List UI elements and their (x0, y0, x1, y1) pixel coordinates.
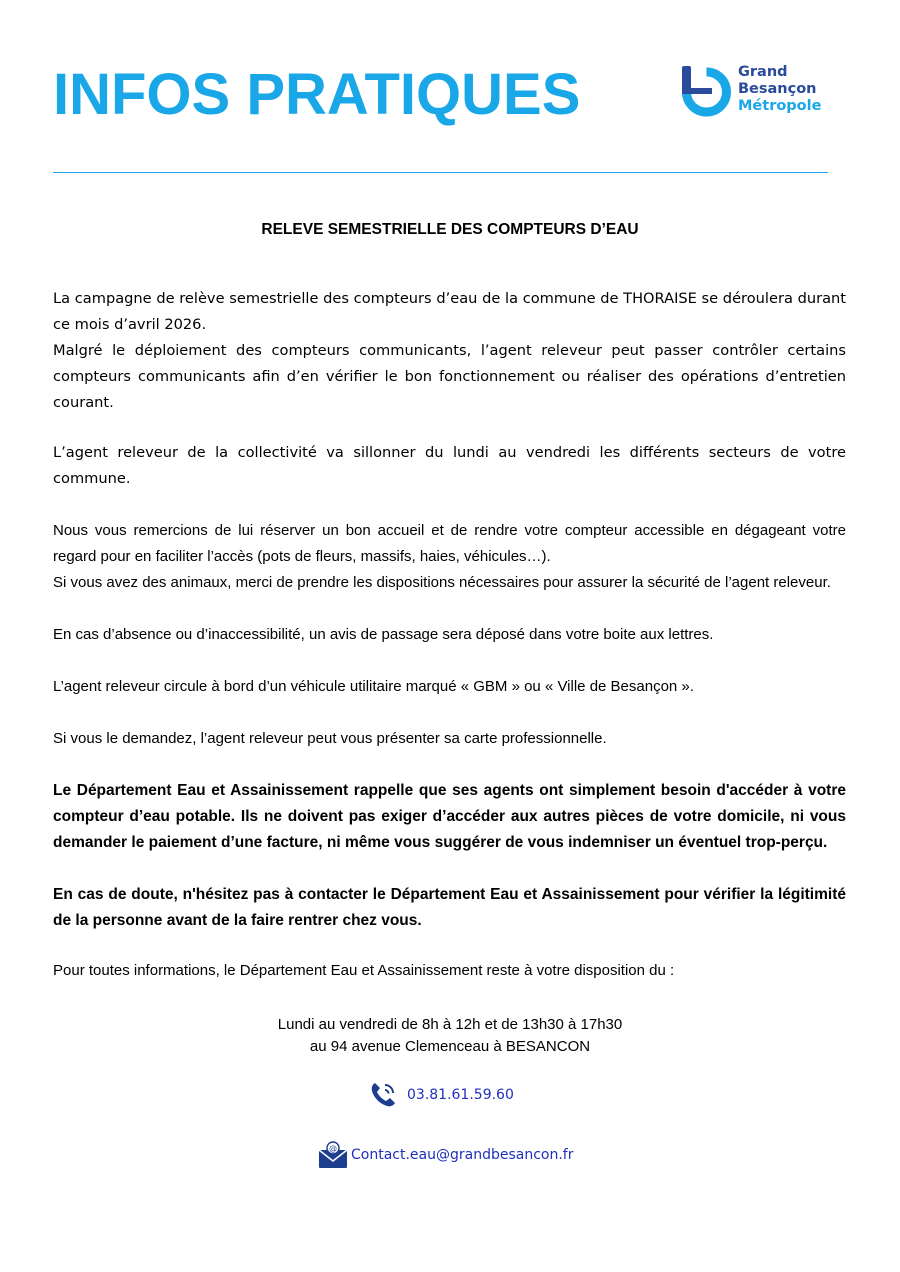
header-divider (53, 172, 828, 173)
svg-text:@: @ (329, 1144, 337, 1153)
grand-besancon-logo (680, 64, 840, 126)
paragraph-4: En cas d’absence ou d’inaccessibilité, un avis de passage sera déposé dans votre boite aux lettres. (53, 626, 714, 643)
paragraph-3a: Nous vous remercions de lui réserver un bon accueil et de rendre votre compteur accessible en dégageant votre regard pour en faciliter l’accès (pots de fleurs, massifs, haies, véhicules…). (53, 522, 846, 565)
email-contact (318, 1141, 573, 1169)
logo-mark-icon (680, 64, 732, 124)
paragraph-1b: Malgré le déploiement des compteurs communicants, l’agent releveur peut passer contrôler certains compteurs communicants afin d’en vérifier le bon fonctionnement ou réaliser des opérations d’entretien courant. (53, 342, 846, 411)
paragraph-3b: Si vous avez des animaux, merci de prendre les dispositions nécessaires pour assurer la sécurité de l’agent releveur. (53, 574, 831, 591)
paragraph-info: Pour toutes informations, le Département Eau et Assainissement reste à votre disposition du : (53, 962, 675, 979)
warning-paragraph: Le Département Eau et Assainissement rappelle que ses agents ont simplement besoin d'accéder à votre compteur d’eau potable. Ils ne doivent pas exiger d’accéder aux autres pièces de votre domicile, ni vous demander le paiement d’une facture, ni même vous suggérer de vous indemniser un éventuel trop-perçu. (53, 782, 846, 851)
phone-icon (368, 1080, 398, 1110)
email-address[interactable]: Contact.eau@grandbesancon.fr (351, 1147, 574, 1163)
phone-contact (368, 1080, 514, 1110)
paragraph-2: L’agent releveur de la collectivité va sillonner du lundi au vendredi les différents secteurs de votre commune. (53, 444, 846, 487)
logo-text (738, 64, 848, 115)
logo-line-1: Grand (738, 64, 788, 80)
page-title: INFOS PRATIQUES (53, 62, 581, 127)
address: au 94 avenue Clemenceau à BESANCON (309, 1038, 591, 1055)
paragraph-6: Si vous le demandez, l’agent releveur peut vous présenter sa carte professionnelle. (53, 730, 607, 747)
email-icon (318, 1141, 348, 1169)
logo-line-2: Besançon (738, 81, 817, 97)
opening-hours: Lundi au vendredi de 8h à 12h et de 13h30 à 17h30 (277, 1016, 623, 1033)
document-title: RELEVE SEMESTRIELLE DES COMPTEURS D’EAU (261, 221, 639, 238)
phone-number[interactable]: 03.81.61.59.60 (407, 1087, 514, 1103)
paragraph-5: L’agent releveur circule à bord d’un véhicule utilitaire marqué « GBM » ou « Ville de Besançon ». (53, 678, 694, 695)
paragraph-1a: La campagne de relève semestrielle des compteurs d’eau de la commune de THORAISE se déroulera durant ce mois d’avril 2026. (53, 290, 846, 333)
logo-line-3: Métropole (738, 98, 822, 114)
doubt-paragraph: En cas de doute, n'hésitez pas à contacter le Département Eau et Assainissement pour vérifier la légitimité de la personne avant de la faire rentrer chez vous. (53, 886, 846, 929)
